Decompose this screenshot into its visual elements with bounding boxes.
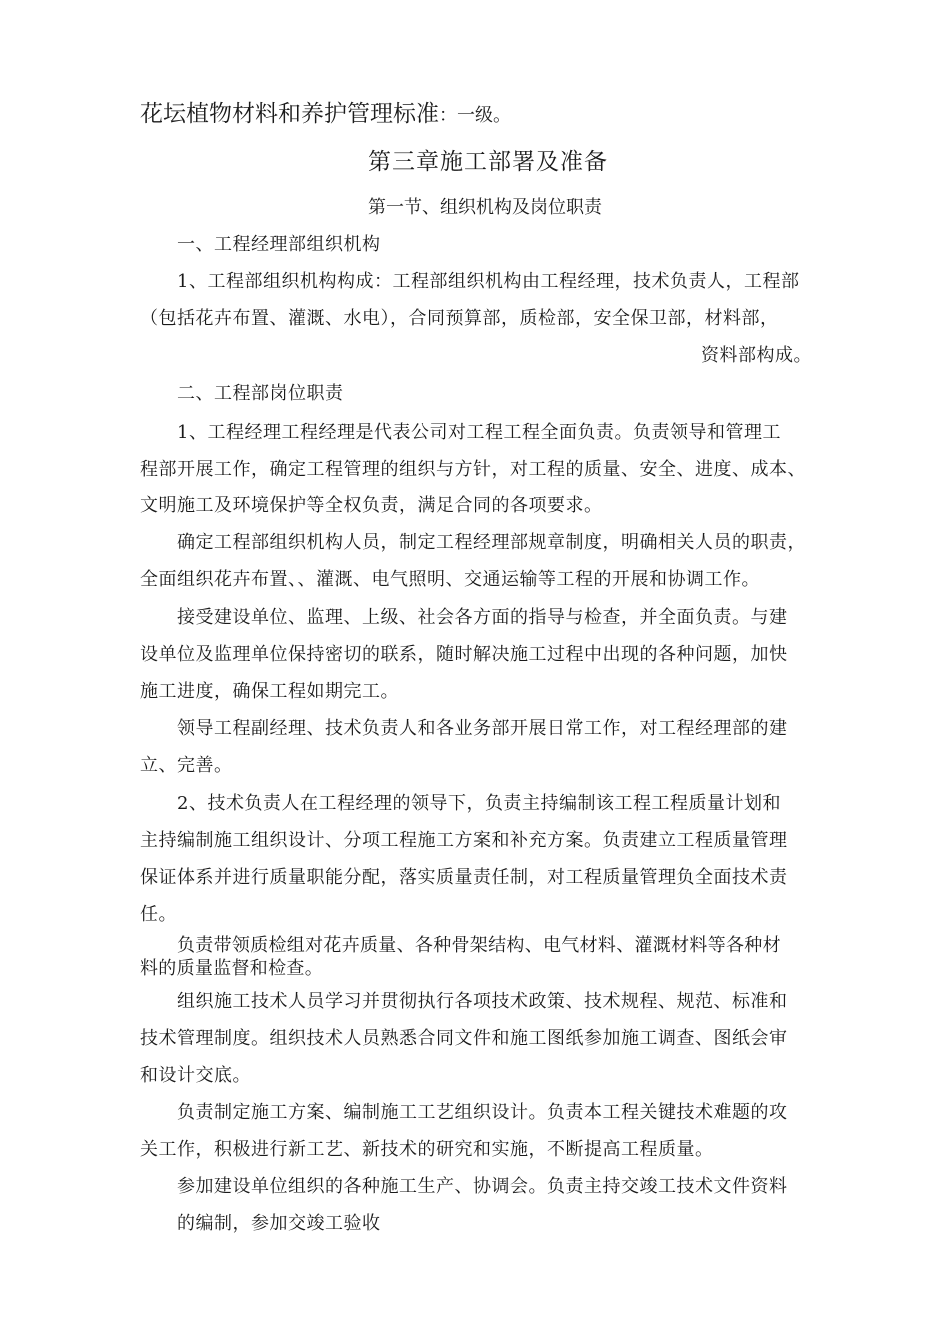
paragraph-line: 1、工程经理工程经理是代表公司对工程工程全面负责。负责领导和管理工 [177,422,781,443]
paragraph-line: 的编制，参加交竣工验收 [177,1213,381,1234]
subsection-title-duties: 二、工程部岗位职责 [177,383,344,404]
subsection-title-org: 一、工程经理部组织机构 [177,234,381,255]
paragraph-line: 料的质量监督和检查。 [140,958,323,979]
paragraph-line: 确定工程部组织机构人员，制定工程经理部规章制度，明确相关人员的职责， [177,532,806,553]
paragraph-line: 资料部构成。 [701,345,812,366]
paragraph-line: 参加建设单位组织的各种施工生产、协调会。负责主持交竣工技术文件资料 [177,1176,788,1197]
paragraph-line: 文明施工及环境保护等全权负责，满足合同的各项要求。 [140,495,603,516]
chapter-title: 第三章施工部署及准备 [368,149,608,175]
paragraph-line: 任。 [140,904,177,925]
paragraph-line: 组织施工技术人员学习并贯彻执行各项技术政策、技术规程、规范、标准和 [177,991,788,1012]
paragraph-line: 程部开展工作，确定工程管理的组织与方针，对工程的质量、安全、进度、成本、 [140,459,806,480]
paragraph-line: 设单位及监理单位保持密切的联系，随时解决施工过程中出现的各种问题，加快 [140,644,788,665]
paragraph-line: 保证体系并进行质量职能分配，落实质量责任制，对工程质量管理负全面技术责 [140,867,788,888]
top-heading [140,103,511,126]
paragraph-line: 接受建设单位、监理、上级、社会各方面的指导与检查，并全面负责。与建 [177,607,788,628]
paragraph-line: 2、技术负责人在工程经理的领导下，负责主持编制该工程工程质量计划和 [177,793,781,814]
paragraph-line: 施工进度，确保工程如期完工。 [140,681,399,702]
paragraph-line: 1、工程部组织机构构成：工程部组织机构由工程经理，技术负责人，工程部 [177,271,800,292]
top-heading-suffix: ：一级。 [439,105,511,126]
paragraph-line: 负责带领质检组对花卉质量、各种骨架结构、电气材料、灌溉材料等各种材 [177,935,781,956]
paragraph-line: 负责制定施工方案、编制施工工艺组织设计。负责本工程关键技术难题的攻 [177,1102,788,1123]
paragraph-line: 立、完善。 [140,755,233,776]
paragraph-line: 技术管理制度。组织技术人员熟悉合同文件和施工图纸参加施工调查、图纸会审 [140,1028,788,1049]
paragraph-line: 关工作，积极进行新工艺、新技术的研究和实施，不断提高工程质量。 [140,1139,714,1160]
paragraph-line: 和设计交底。 [140,1065,251,1086]
paragraph-line: （包括花卉布置、灌溉、水电），合同预算部，质检部，安全保卫部，材料部， [140,308,779,329]
section-title: 第一节、组织机构及岗位职责 [368,197,602,218]
paragraph-line: 领导工程副经理、技术负责人和各业务部开展日常工作，对工程经理部的建 [177,718,788,739]
top-heading-main: 花坛植物材料和养护管理标准 [140,101,439,127]
paragraph-line: 主持编制施工组织设计、分项工程施工方案和补充方案。负责建立工程质量管理 [140,830,788,851]
paragraph-line: 全面组织花卉布置、、灌溉、电气照明、交通运输等工程的开展和协调工作。 [140,569,760,590]
